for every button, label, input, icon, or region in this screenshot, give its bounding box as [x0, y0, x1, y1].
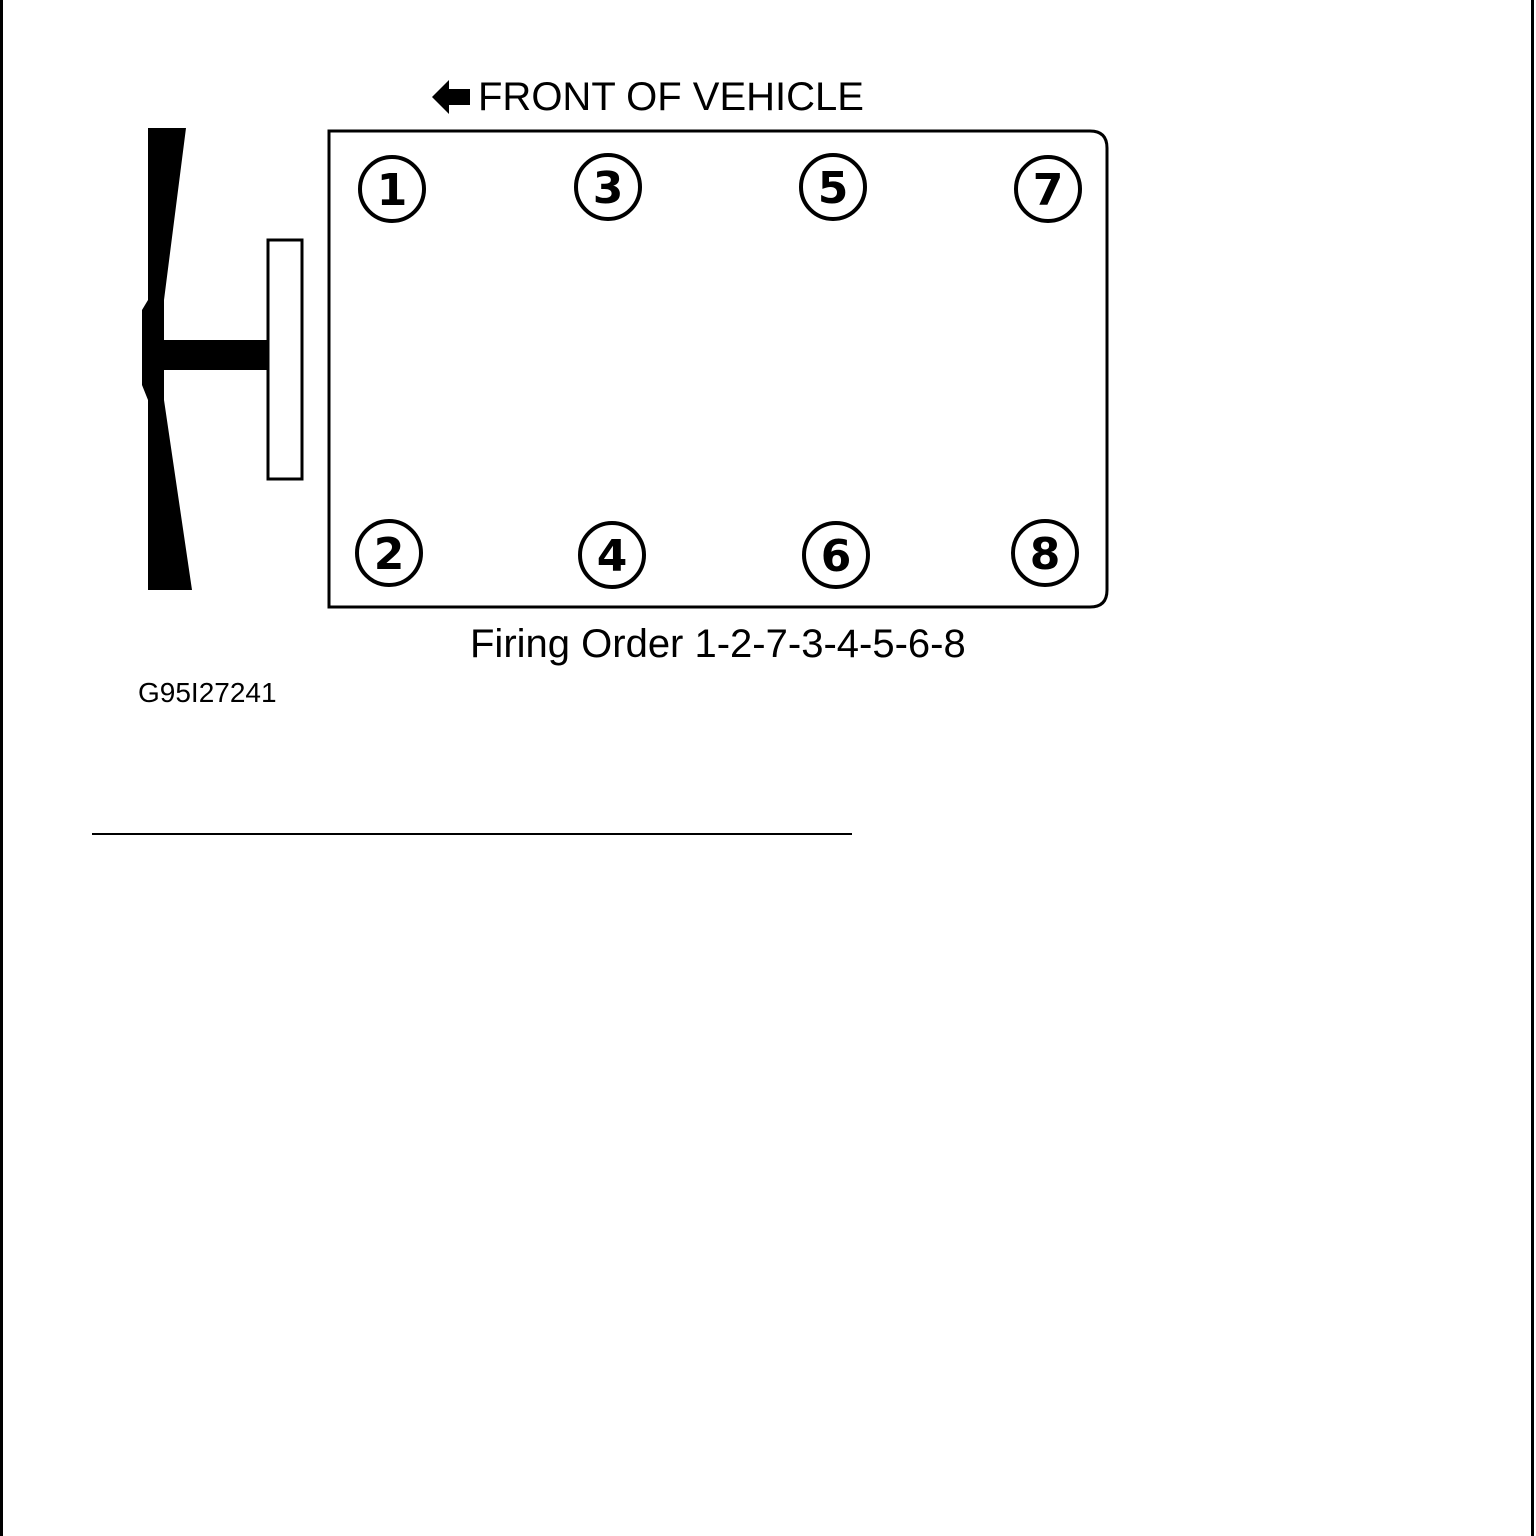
cylinder-2 — [357, 521, 421, 585]
cylinder-5 — [801, 155, 865, 219]
section-divider — [92, 833, 852, 835]
firing-order-caption: Firing Order 1-2-7-3-4-5-6-8 — [470, 622, 966, 666]
pulley-icon — [268, 240, 302, 479]
front-of-vehicle-text: FRONT OF VEHICLE — [478, 75, 864, 119]
cylinder-1 — [360, 157, 424, 221]
cylinder-1-number: 1 — [376, 165, 408, 216]
cylinder-3-number: 3 — [592, 163, 624, 214]
cylinder-3 — [576, 155, 640, 219]
fan-shaft — [150, 340, 268, 370]
cylinder-6 — [804, 523, 868, 587]
cylinder-4-number: 4 — [596, 531, 628, 582]
cylinder-7-number: 7 — [1032, 165, 1064, 216]
cylinder-8-number: 8 — [1029, 529, 1061, 580]
cylinder-4 — [580, 523, 644, 587]
figure-id: G95I27241 — [138, 677, 277, 708]
engine-block-outline — [329, 131, 1107, 607]
engine-diagram — [0, 0, 1536, 720]
cylinder-5-number: 5 — [817, 163, 849, 214]
cylinder-7 — [1016, 157, 1080, 221]
cylinder-6-number: 6 — [820, 531, 852, 582]
cylinder-8 — [1013, 521, 1077, 585]
cylinder-2-number: 2 — [373, 529, 405, 580]
